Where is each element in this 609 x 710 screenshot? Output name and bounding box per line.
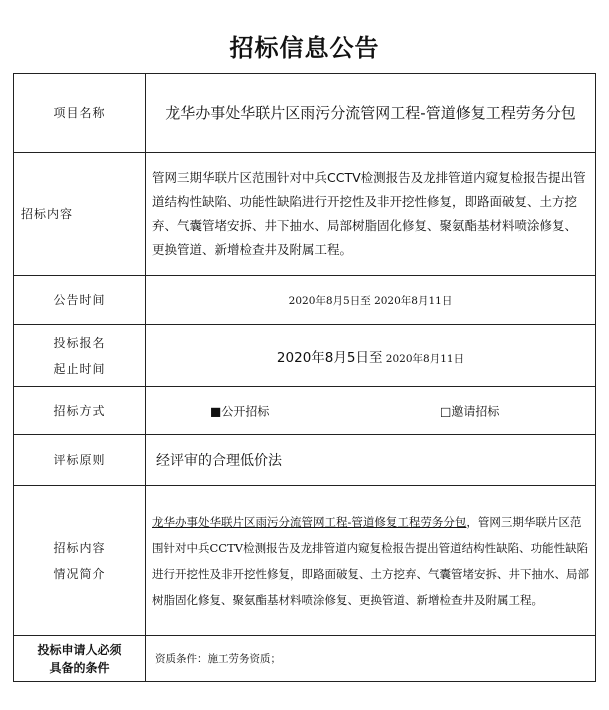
tender-intro-project-link: 龙华办事处华联片区雨污分流管网工程-管道修复工程劳务分包 bbox=[152, 514, 467, 529]
requirements-label-line1: 投标申请人必须 bbox=[37, 642, 122, 657]
bid-period-value bbox=[146, 325, 596, 387]
tender-method-cell bbox=[146, 387, 596, 435]
bid-period-label-line1: 投标报名 bbox=[53, 335, 106, 350]
requirements-value: 资质条件：施工劳务资质； bbox=[146, 636, 596, 682]
project-name-label: 项目名称 bbox=[14, 74, 146, 153]
tender-intro-value bbox=[146, 486, 596, 636]
bid-period-end: 2020年8月11日 bbox=[382, 352, 465, 365]
bid-period-start: 2020年8月5日至 bbox=[276, 349, 383, 366]
row-requirements bbox=[14, 636, 596, 682]
announce-time-label: 公告时间 bbox=[14, 276, 146, 325]
row-tender-intro bbox=[14, 486, 596, 636]
row-bid-period bbox=[14, 325, 596, 387]
project-name-value: 龙华办事处华联片区雨污分流管网工程-管道修复工程劳务分包 bbox=[146, 74, 596, 153]
tender-content-label: 招标内容 bbox=[14, 153, 146, 276]
row-announce-time bbox=[14, 276, 596, 325]
requirements-label bbox=[14, 636, 146, 682]
tender-intro-label bbox=[14, 486, 146, 636]
tender-content-value: 管网三期华联片区范围针对中兵CCTV检测报告及龙排管道内窥复检报告提出管道结构性缺陷、功能性缺陷进行开挖性及非开挖性修复，即路面破复、土方挖弃、气囊管堵安拆、井下抽水、局部树脂固化修复、聚氨酯基材料喷涂修复、更换管道、新增检查井及附属工程。 bbox=[146, 153, 596, 276]
evaluation-principle-label: 评标原则 bbox=[14, 435, 146, 486]
announce-time-value: 2020年8月5日至 2020年8月11日 bbox=[146, 276, 596, 325]
open-tender-option: ■公开招标 bbox=[210, 404, 270, 418]
requirements-label-line2: 具备的条件 bbox=[49, 660, 110, 675]
tender-method-label: 招标方式 bbox=[14, 387, 146, 435]
tender-intro-label-line2: 情况简介 bbox=[53, 566, 106, 581]
invited-tender-option: □邀请招标 bbox=[440, 404, 500, 418]
row-project-name bbox=[14, 74, 596, 153]
tender-info-table bbox=[13, 73, 596, 682]
bid-period-label bbox=[14, 325, 146, 387]
row-evaluation-principle bbox=[14, 435, 596, 486]
row-tender-method bbox=[14, 387, 596, 435]
tender-intro-rest: ，管网三期华联片区范围针对中兵CCTV检测报告及龙排管道内窥复检报告提出管道结构性缺陷、功能性缺陷进行开挖性及非开挖性修复，即路面破复、土方挖弃、气囊管堵安拆、井下抽水、局部树脂固化修复、聚氨酯基材料喷涂修复、更换管道、新增检查井及附属工程。 bbox=[152, 514, 589, 607]
page-title: 招标信息公告 bbox=[229, 34, 380, 62]
evaluation-principle-value: 经评审的合理低价法 bbox=[146, 435, 596, 486]
bid-period-label-line2: 起止时间 bbox=[53, 361, 106, 376]
tender-intro-label-line1: 招标内容 bbox=[53, 540, 106, 555]
row-tender-content bbox=[14, 153, 596, 276]
